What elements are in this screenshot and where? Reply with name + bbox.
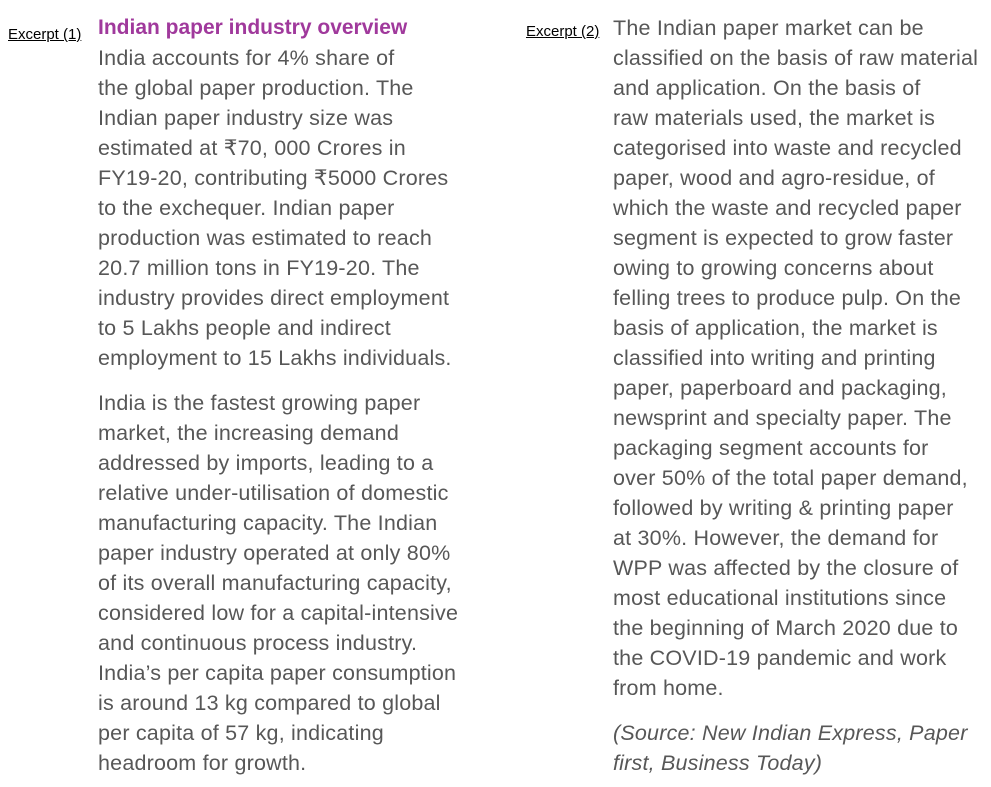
text-line: to the exchequer. Indian paper: [98, 196, 395, 220]
text-line: considered low for a capital-intensive: [98, 601, 459, 625]
excerpt-1-heading: Indian paper industry overview: [98, 16, 408, 39]
text-line: followed by writing & printing paper: [613, 496, 954, 520]
text-line: relative under-utilisation of domestic: [98, 481, 449, 505]
source-line: (Source: New Indian Express, Paper: [613, 721, 968, 745]
text-line: which the waste and recycled paper: [613, 196, 962, 220]
excerpt-1-paragraph-2: [98, 388, 458, 778]
text-line: felling trees to produce pulp. On the: [613, 286, 962, 310]
text-line: the global paper production. The: [98, 76, 414, 100]
text-line: paper industry operated at only 80%: [98, 541, 451, 565]
text-line: classified on the basis of raw material: [613, 46, 979, 70]
text-line: basis of application, the market is: [613, 316, 938, 340]
excerpt-2-source: [613, 718, 978, 778]
text-line: The Indian paper market can be: [613, 16, 924, 40]
text-line: segment is expected to grow faster: [613, 226, 954, 250]
text-line: estimated at ₹70, 000 Crores in: [98, 136, 406, 160]
text-line: owing to growing concerns about: [613, 256, 934, 280]
text-line: India’s per capita paper consumption: [98, 661, 457, 685]
text-line: employment to 15 Lakhs individuals.: [98, 346, 452, 370]
excerpt-1: [98, 13, 458, 778]
text-line: and continuous process industry.: [98, 631, 418, 655]
text-line: India accounts for 4% share of: [98, 46, 395, 70]
text-line: addressed by imports, leading to a: [98, 451, 434, 475]
text-line: manufacturing capacity. The Indian: [98, 511, 438, 535]
text-line: the beginning of March 2020 due to: [613, 616, 959, 640]
text-line: per capita of 57 kg, indicating: [98, 721, 384, 745]
text-line: market, the increasing demand: [98, 421, 399, 445]
text-line: the COVID-19 pandemic and work: [613, 646, 947, 670]
text-line: of its overall manufacturing capacity,: [98, 571, 452, 595]
excerpt-2-paragraph-1: [613, 13, 978, 703]
text-line: production was estimated to reach: [98, 226, 433, 250]
text-line: from home.: [613, 676, 724, 700]
text-line: headroom for growth.: [98, 751, 307, 775]
text-line: and application. On the basis of: [613, 76, 921, 100]
text-line: most educational institutions since: [613, 586, 947, 610]
text-line: paper, paperboard and packaging,: [613, 376, 947, 400]
text-line: over 50% of the total paper demand,: [613, 466, 968, 490]
text-line: India is the fastest growing paper: [98, 391, 421, 415]
text-line: FY19-20, contributing ₹5000 Crores: [98, 166, 449, 190]
text-line: is around 13 kg compared to global: [98, 691, 441, 715]
text-line: categorised into waste and recycled: [613, 136, 962, 160]
text-line: to 5 Lakhs people and indirect: [98, 316, 391, 340]
excerpt-1-label: Excerpt (1): [8, 26, 82, 43]
source-line: first, Business Today): [613, 751, 823, 775]
text-line: industry provides direct employment: [98, 286, 450, 310]
text-line: Indian paper industry size was: [98, 106, 394, 130]
text-line: at 30%. However, the demand for: [613, 526, 939, 550]
text-line: paper, wood and agro-residue, of: [613, 166, 935, 190]
text-line: newsprint and specialty paper. The: [613, 406, 952, 430]
text-line: raw materials used, the market is: [613, 106, 936, 130]
excerpt-2: [613, 13, 978, 778]
text-line: classified into writing and printing: [613, 346, 936, 370]
excerpt-1-paragraph-1: [98, 43, 458, 373]
text-line: 20.7 million tons in FY19-20. The: [98, 256, 420, 280]
text-line: packaging segment accounts for: [613, 436, 929, 460]
text-line: WPP was affected by the closure of: [613, 556, 959, 580]
excerpt-2-label: Excerpt (2): [526, 23, 600, 40]
